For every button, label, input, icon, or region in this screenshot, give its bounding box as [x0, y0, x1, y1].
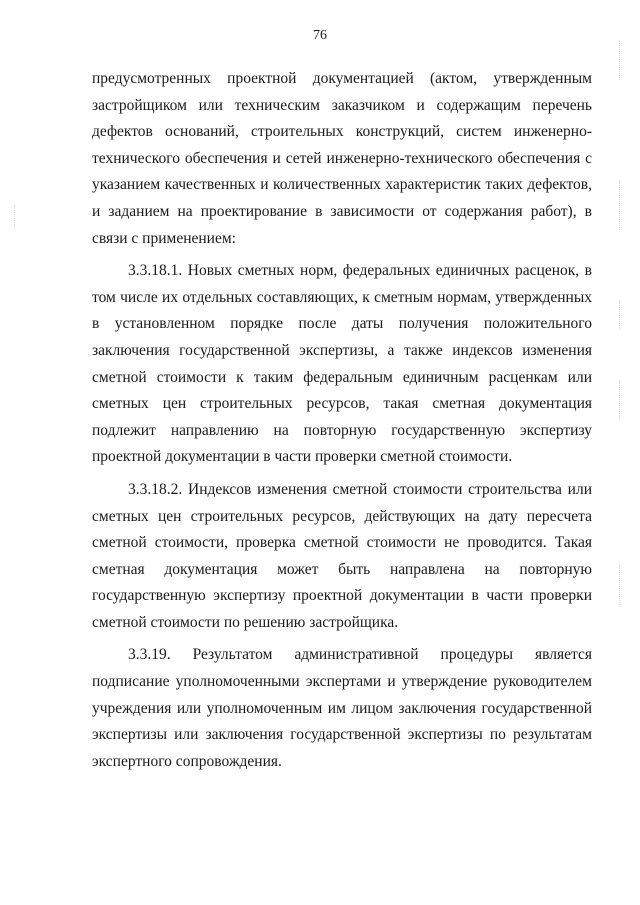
paragraph-3-3-19: 3.3.19. Результатом административной процедуры является подписание уполномоченными экспертами и утверждение руководителем учреждения или уполномоченным им лицом заключения государственной экспертизы или заключения государственной экспертизы по результатам экспертного сопровождения.: [92, 646, 592, 770]
page-number: 76: [313, 28, 327, 43]
scan-artifact: [619, 565, 634, 605]
scan-artifact: [14, 205, 21, 229]
document-body: [92, 66, 592, 775]
scan-artifact: [619, 380, 634, 420]
paragraph-3-3-18-1: 3.3.18.1. Новых сметных норм, федеральных единичных расценок, в том числе их отдельных составляющих, к сметным нормам, утвержденных в установленном порядке после даты получения положительного заключения государственной экспертизы, а также индексов изменения сметной стоимости к таким федеральным единичным расценкам или сметных цен строительных ресурсов, такая сметная документация подлежит направлению на повторную государственную экспертизу проектной документации в части проверки сметной стоимости.: [92, 262, 592, 466]
paragraph-3-3-18-2: 3.3.18.2. Индексов изменения сметной стоимости строительства или сметных цен строительных ресурсов, действующих на дату пересчета сметной стоимости, проверка сметной стоимости не проводится. Такая сметная документация может быть направлена на повторную государственную экспертизу проектной документации в части проверки сметной стоимости по решению застройщика.: [92, 480, 592, 631]
scan-artifact: [619, 300, 634, 330]
paragraph-continuation: предусмотренных проектной документацией (актом, утвержденным застройщиком или техническим заказчиком и содержащим перечень дефектов оснований, строительных конструкций, систем инженерно-технического обеспечения и сетей инженерно-технического обеспечения с указанием качественных и количественных характеристик таких дефектов, и заданием на проектирование в зависимости от содержания работ), в связи с применением:: [92, 70, 592, 247]
scan-artifact: [619, 40, 634, 80]
scan-artifact: [619, 180, 634, 230]
